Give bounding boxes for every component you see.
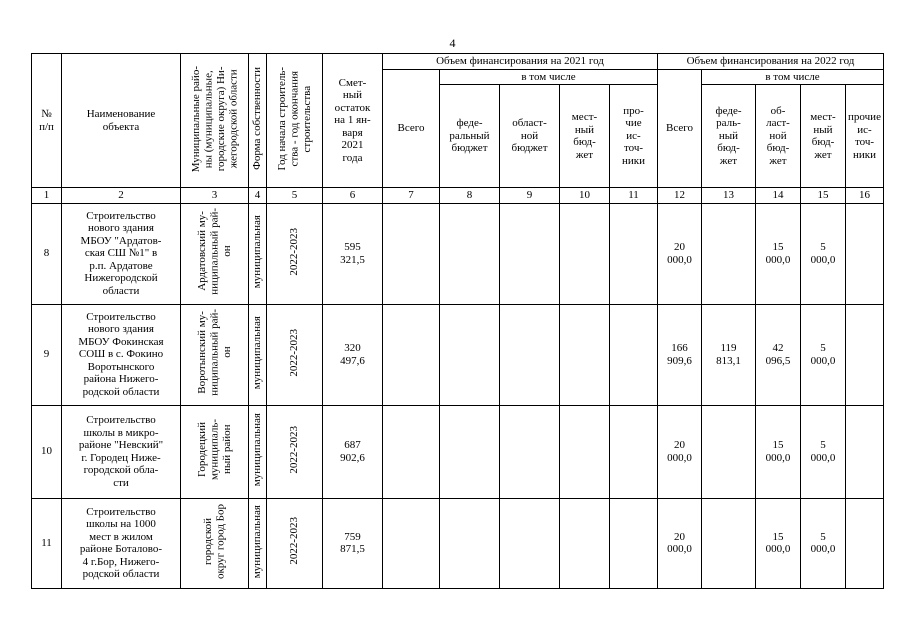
regional-2022: 15 000,0 (756, 498, 801, 588)
header-total-2021: Всего (383, 69, 440, 188)
construction-years: 2022-2023 (267, 203, 323, 304)
header-ownership: Форма собственности (249, 54, 267, 188)
ownership-form: муниципальная (249, 498, 267, 588)
column-number: 11 (610, 188, 658, 204)
federal-2021 (440, 203, 500, 304)
estimated-balance: 595 321,5 (323, 203, 383, 304)
header-federal-2022: феде- раль- ный бюд- жет (702, 85, 756, 188)
estimated-balance: 320 497,6 (323, 304, 383, 405)
total-2021 (383, 304, 440, 405)
construction-years: 2022-2023 (267, 498, 323, 588)
object-name: Строительство нового здания МБОУ "Ардатов- ская СШ №1" в р.п. Ардатове Нижегородской области (62, 203, 181, 304)
estimated-balance: 687 902,6 (323, 405, 383, 498)
header-funding-2022: Объем финансирования на 2022 год (658, 54, 884, 70)
column-number: 5 (267, 188, 323, 204)
header-regional-2021: област- ной бюджет (500, 85, 560, 188)
header-total-2022: Всего (658, 69, 702, 188)
header-number: № п/п (32, 54, 62, 188)
row-number: 10 (32, 405, 62, 498)
header-construction-years: Год начала строитель- ства - год окончания строительства (267, 54, 323, 188)
regional-2022: 42 096,5 (756, 304, 801, 405)
district-name: Воротынский му- ниципальный рай- он (181, 304, 249, 405)
total-2021 (383, 405, 440, 498)
header-including-2022: в том числе (702, 69, 884, 85)
column-number: 1 (32, 188, 62, 204)
header-other-2022: прочие ис- точ- ники (846, 85, 884, 188)
total-2022: 20 000,0 (658, 405, 702, 498)
total-2021 (383, 498, 440, 588)
object-name: Строительство нового здания МБОУ Фокинская СОШ в с. Фокино Воротынского района Нижего- родской области (62, 304, 181, 405)
regional-2021 (500, 203, 560, 304)
column-number: 2 (62, 188, 181, 204)
local-2021 (560, 203, 610, 304)
column-number: 8 (440, 188, 500, 204)
row-number: 11 (32, 498, 62, 588)
ownership-form: муниципальная (249, 304, 267, 405)
other-2022 (846, 304, 884, 405)
column-number: 4 (249, 188, 267, 204)
construction-years: 2022-2023 (267, 405, 323, 498)
local-2021 (560, 405, 610, 498)
other-2021 (610, 203, 658, 304)
table-row (32, 304, 884, 405)
total-2022: 20 000,0 (658, 498, 702, 588)
estimated-balance: 759 871,5 (323, 498, 383, 588)
header-balance: Смет- ный остаток на 1 ян- варя 2021 года (323, 54, 383, 188)
other-2021 (610, 405, 658, 498)
local-2022: 5 000,0 (801, 203, 846, 304)
other-2022 (846, 405, 884, 498)
header-local-2021: мест- ный бюд- жет (560, 85, 610, 188)
federal-2022 (702, 203, 756, 304)
column-number: 13 (702, 188, 756, 204)
local-2022: 5 000,0 (801, 304, 846, 405)
header-other-2021: про- чие ис- точ- ники (610, 85, 658, 188)
local-2022: 5 000,0 (801, 405, 846, 498)
ownership-form: муниципальная (249, 203, 267, 304)
column-number: 15 (801, 188, 846, 204)
column-number-row (32, 188, 884, 204)
header-including-2021: в том числе (440, 69, 658, 85)
table-row (32, 203, 884, 304)
column-number: 9 (500, 188, 560, 204)
federal-2021 (440, 405, 500, 498)
table-row (32, 498, 884, 588)
regional-2022: 15 000,0 (756, 203, 801, 304)
other-2022 (846, 498, 884, 588)
header-funding-2021: Объем финансирования на 2021 год (383, 54, 658, 70)
column-number: 14 (756, 188, 801, 204)
regional-2022: 15 000,0 (756, 405, 801, 498)
local-2021 (560, 304, 610, 405)
column-number: 7 (383, 188, 440, 204)
column-number: 6 (323, 188, 383, 204)
table-row (32, 405, 884, 498)
column-number: 3 (181, 188, 249, 204)
object-name: Строительство школы на 1000 мест в жилом районе Боталово- 4 г.Бор, Нижего- родской области (62, 498, 181, 588)
page-number: 4 (449, 36, 456, 50)
regional-2021 (500, 405, 560, 498)
header-regional-2022: об- ласт- ной бюд- жет (756, 85, 801, 188)
total-2022: 166 909,6 (658, 304, 702, 405)
federal-2022: 119 813,1 (702, 304, 756, 405)
object-name: Строительство школы в микро- районе "Невский" г. Городец Ниже- городской обла- сти (62, 405, 181, 498)
ownership-form: муниципальная (249, 405, 267, 498)
other-2022 (846, 203, 884, 304)
regional-2021 (500, 498, 560, 588)
column-number: 16 (846, 188, 884, 204)
total-2022: 20 000,0 (658, 203, 702, 304)
district-name: городской округ город Бор (181, 498, 249, 588)
federal-2022 (702, 498, 756, 588)
column-number: 12 (658, 188, 702, 204)
local-2021 (560, 498, 610, 588)
other-2021 (610, 498, 658, 588)
total-2021 (383, 203, 440, 304)
financing-table (31, 53, 884, 589)
local-2022: 5 000,0 (801, 498, 846, 588)
header-district: Муниципальные райо- ны (муниципальные, городские округа) Ни- жегородской области (181, 54, 249, 188)
column-number: 10 (560, 188, 610, 204)
row-number: 9 (32, 304, 62, 405)
other-2021 (610, 304, 658, 405)
construction-years: 2022-2023 (267, 304, 323, 405)
district-name: Ардатовский му- ниципальный рай- он (181, 203, 249, 304)
header-local-2022: мест- ный бюд- жет (801, 85, 846, 188)
header-federal-2021: феде- ральный бюджет (440, 85, 500, 188)
district-name: Городецкий муниципаль- ный район (181, 405, 249, 498)
row-number: 8 (32, 203, 62, 304)
federal-2021 (440, 304, 500, 405)
federal-2021 (440, 498, 500, 588)
regional-2021 (500, 304, 560, 405)
header-object-name: Наименование объекта (62, 54, 181, 188)
federal-2022 (702, 405, 756, 498)
